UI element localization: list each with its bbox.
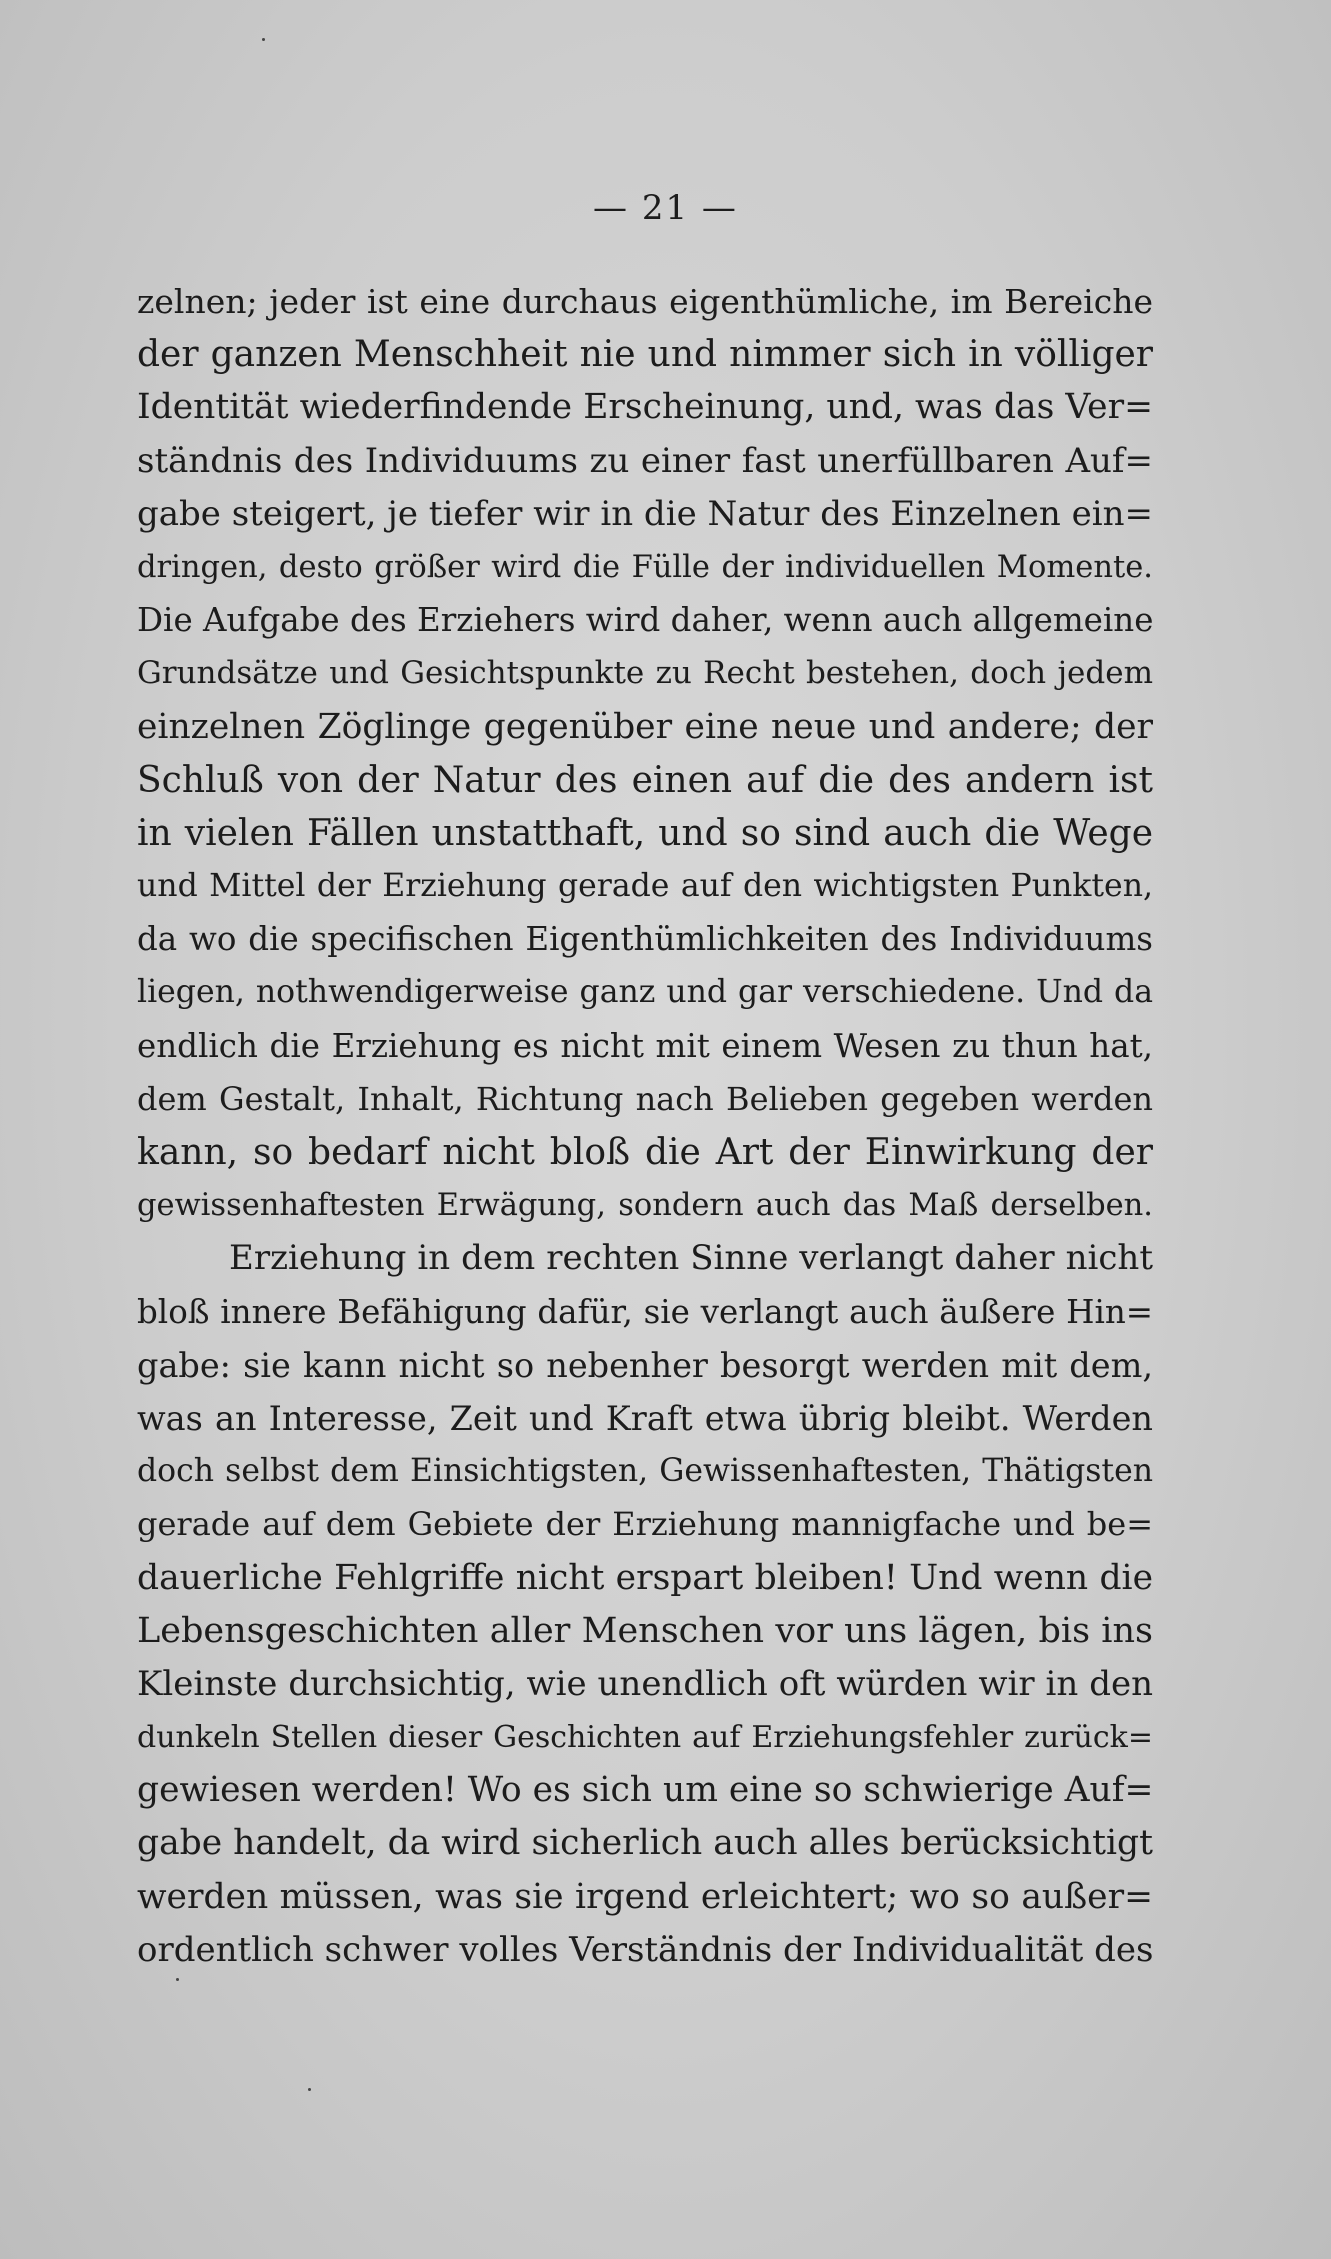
text-line: gabe steigert, je tiefer wir in die Natur des Einzelnen ein= <box>137 493 1153 534</box>
text-line: der ganzen Menschheit nie und nimmer sich in völliger <box>137 334 1153 376</box>
text-line: dringen, desto größer wird die Fülle der individuellen Momente. <box>137 549 1153 585</box>
paper-speck <box>176 1978 179 1981</box>
text-line: liegen, nothwendigerweise ganz und gar verschiedene. Und da <box>137 974 1153 1011</box>
text-line: bloß innere Befähigung dafür, sie verlangt auch äußere Hin= <box>137 1292 1153 1331</box>
text-line: ständnis des Individuums zu einer fast unerfüllbaren Auf= <box>137 440 1153 481</box>
text-line: und Mittel der Erziehung gerade auf den wichtigsten Punkten, <box>137 868 1153 905</box>
text-line: endlich die Erziehung es nicht mit einem Wesen zu thun hat, <box>137 1026 1153 1065</box>
text-line: Grundsätze und Gesichtspunkte zu Recht bestehen, doch jedem <box>137 655 1153 692</box>
text-line: dunkeln Stellen dieser Geschichten auf Erziehungsfehler zurück= <box>137 1720 1153 1756</box>
text-line: gerade auf dem Gebiete der Erziehung mannigfache und be= <box>137 1505 1153 1544</box>
text-line: gewissenhaftesten Erwägung, sondern auch das Maß derselben. <box>137 1188 1153 1224</box>
text-line: dauerliche Fehlgriffe nicht erspart bleiben! Und wenn die <box>137 1557 1153 1598</box>
text-line: gabe handelt, da wird sicherlich auch alles berücksichtigt <box>137 1823 1153 1864</box>
paper-speck <box>308 2088 311 2091</box>
text-line: dem Gestalt, Inhalt, Richtung nach Belieben gegeben werden <box>137 1079 1153 1118</box>
text-line: da wo die specifischen Eigenthümlichkeiten des Individuums <box>137 920 1153 959</box>
text-line: Schluß von der Natur des einen auf die des andern ist <box>137 759 1153 801</box>
body-text <box>137 275 1153 1977</box>
paper-speck <box>262 38 265 41</box>
text-line: gabe: sie kann nicht so nebenher besorgt werden mit dem, <box>137 1345 1153 1385</box>
text-line: Identität wiederfindende Erscheinung, und, was das Ver= <box>137 387 1153 428</box>
text-line: gewiesen werden! Wo es sich um eine so schwierige Auf= <box>137 1770 1153 1811</box>
text-line: werden müssen, was sie irgend erleichtert; wo so außer= <box>137 1876 1153 1917</box>
text-line: einzelnen Zöglinge gegenüber eine neue und andere; der <box>137 706 1153 747</box>
text-line: doch selbst dem Einsichtigsten, Gewissenhaftesten, Thätigsten <box>137 1453 1153 1490</box>
text-line: was an Interesse, Zeit und Kraft etwa übrig bleibt. Werden <box>137 1398 1153 1438</box>
text-line: ordentlich schwer volles Verständnis der Individualität des <box>137 1929 1153 1970</box>
text-line: Lebensgeschichten aller Menschen vor uns lägen, bis ins <box>137 1610 1153 1651</box>
text-line: in vielen Fällen unstatthaft, und so sind auch die Wege <box>137 812 1153 854</box>
text-line: kann, so bedarf nicht bloß die Art der Einwirkung der <box>137 1132 1153 1173</box>
text-line: Kleinste durchsichtig, wie unendlich oft würden wir in den <box>137 1663 1153 1704</box>
text-line: Die Aufgabe des Erziehers wird daher, wenn auch allgemeine <box>137 601 1153 640</box>
page-number: — 21 — <box>593 188 738 228</box>
text-line: zelnen; jeder ist eine durchaus eigenthümliche, im Bereiche <box>137 282 1153 321</box>
text-line: Erziehung in dem rechten Sinne verlangt daher nicht <box>229 1238 1153 1279</box>
